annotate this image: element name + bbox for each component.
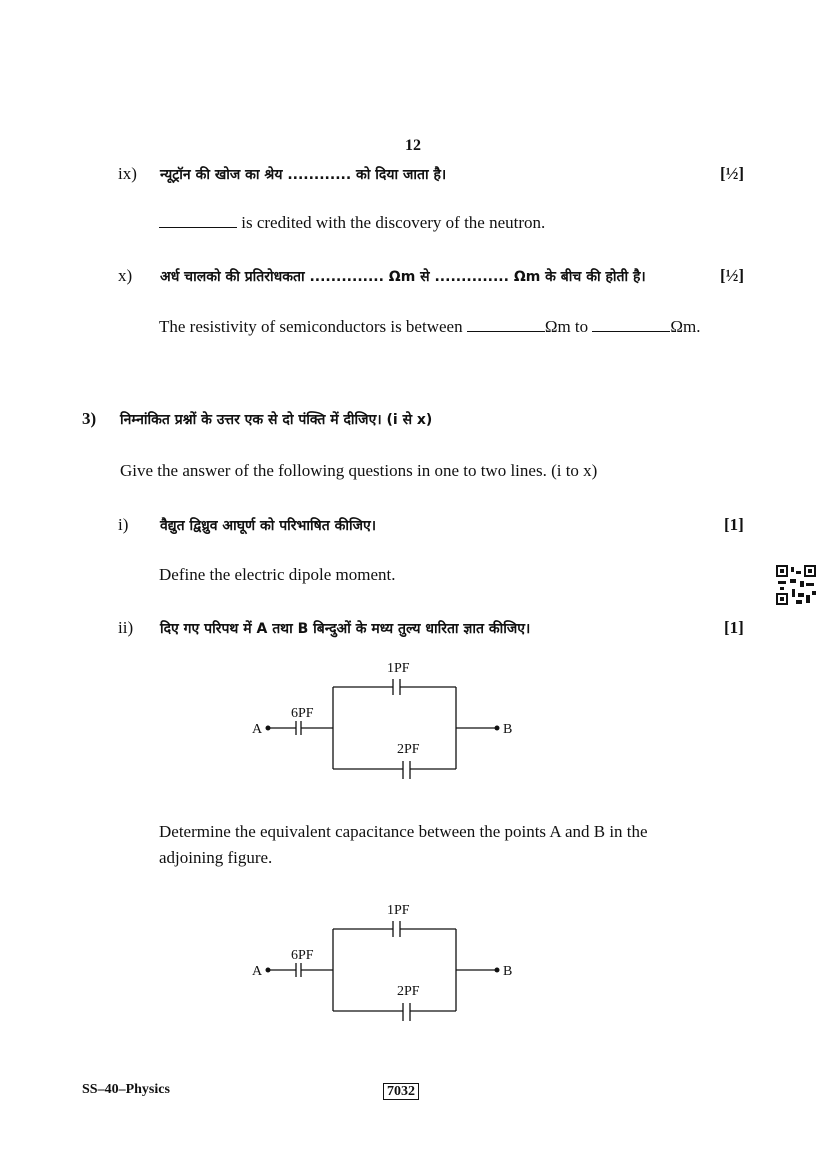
capacitor-2-label: 2PF xyxy=(397,984,420,999)
answer-blank xyxy=(159,213,237,228)
capacitor-6-label: 6PF xyxy=(291,706,314,721)
terminal-a-dot xyxy=(266,726,271,731)
marks: [½] xyxy=(720,266,745,285)
question-text-english: The resistivity of semiconductors is between Ωm to Ωm. xyxy=(159,317,701,336)
capacitor-6-label: 6PF xyxy=(291,948,314,963)
question-text-english: is credited with the discovery of the neutron. xyxy=(159,213,545,233)
question-text-hindi: निम्नांकित प्रश्नों के उत्तर एक से दो पंक्ति में दीजिए। (i से x) xyxy=(120,412,433,428)
question-text-hindi: अर्ध चालको की प्रतिरोधकता .............. Ωm से .............. Ωm के बीच की होती है। xyxy=(160,269,646,285)
terminal-b-dot xyxy=(495,968,500,973)
question-text-hindi: न्यूट्रॉन की खोज का श्रेय ............ को दिया जाता है। xyxy=(160,167,447,183)
terminal-a-dot xyxy=(266,968,271,973)
question-text-english-line1: Determine the equivalent capacitance between the points A and B in the xyxy=(159,822,648,841)
terminal-a-label: A xyxy=(252,964,263,979)
capacitor-1-label: 1PF xyxy=(387,903,410,918)
question-number: x) xyxy=(118,266,133,285)
marks: [½] xyxy=(720,164,745,183)
question-number: ii) xyxy=(118,618,134,637)
question-number: ix) xyxy=(118,164,137,183)
terminal-b-label: B xyxy=(503,964,513,979)
question-text-hindi: वैद्युत द्विध्रुव आघूर्ण को परिभाषित कीजिए। xyxy=(160,518,377,534)
question-number: i) xyxy=(118,515,129,534)
capacitor-circuit-diagram xyxy=(240,650,530,790)
question-number: 3) xyxy=(82,409,97,428)
capacitor-circuit-diagram xyxy=(240,892,530,1032)
terminal-b-label: B xyxy=(503,722,513,737)
answer-blank xyxy=(592,317,670,332)
marks: [1] xyxy=(724,515,744,534)
page-number: 12 xyxy=(405,137,421,154)
question-text-hindi: दिए गए परिपथ में A तथा B बिन्दुओं के मध्य तुल्य धारिता ज्ञात कीजिए। xyxy=(160,621,531,637)
capacitor-2-label: 2PF xyxy=(397,742,420,757)
marks: [1] xyxy=(724,618,744,637)
question-text-english-line2: adjoining figure. xyxy=(159,848,273,867)
footer-paper-number: 7032 xyxy=(383,1080,419,1100)
question-text-english: Define the electric dipole moment. xyxy=(159,565,396,584)
capacitor-1-label: 1PF xyxy=(387,661,410,676)
qr-code-icon xyxy=(776,565,816,605)
footer-subject-code: SS–40–Physics xyxy=(82,1082,170,1097)
answer-blank xyxy=(467,317,545,332)
terminal-a-label: A xyxy=(252,722,263,737)
question-text-english: Give the answer of the following questions in one to two lines. (i to x) xyxy=(120,461,598,480)
terminal-b-dot xyxy=(495,726,500,731)
